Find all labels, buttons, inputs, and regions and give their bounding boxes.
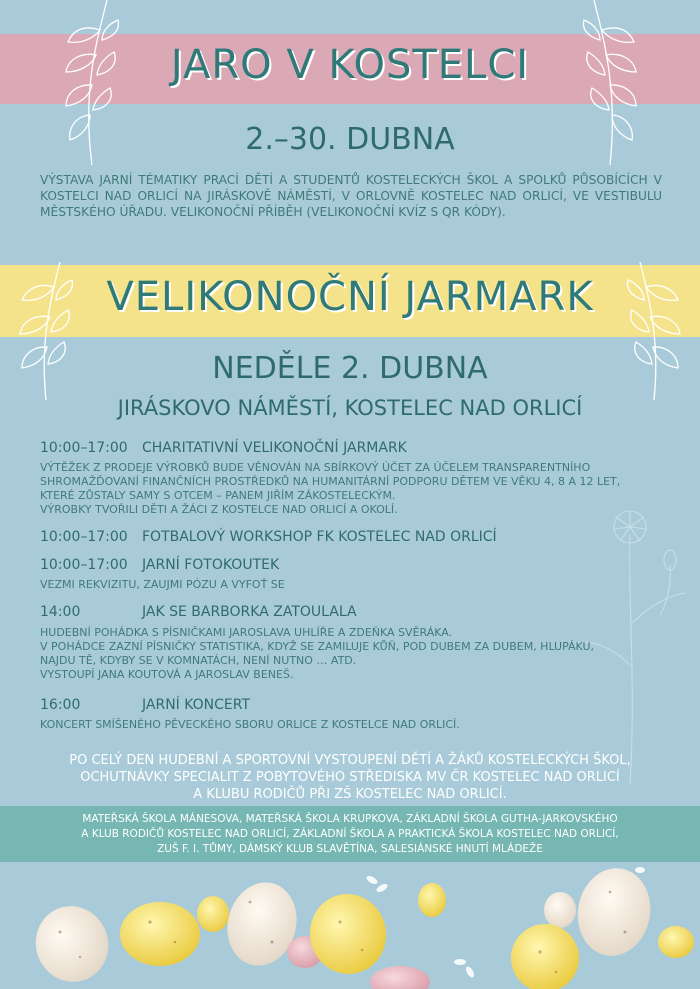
program-description — [40, 578, 665, 592]
easter-eggs-illustration — [0, 862, 700, 989]
egg-yellow-small — [197, 896, 229, 932]
egg-pink-bottom — [370, 966, 430, 989]
program-title: CHARITATIVNÍ VELIKONOČNÍ JARMARK — [142, 440, 407, 456]
program-title: JARNÍ KONCERT — [142, 697, 251, 713]
egg-cream-big-right — [571, 862, 657, 961]
program-item-head — [40, 529, 497, 545]
market-place: JIRÁSKOVO NÁMĚSTÍ, KOSTELEC NAD ORLICÍ — [117, 396, 583, 420]
program-line: SHROMAŽĎOVANÍ FINANČNÍCH PROSTŘEDKŮ NA HUMANITÁRNÍ PODPORU DĚTEM VE VĚKU 4, 8 A 12 LET, — [40, 475, 621, 488]
closing-note — [40, 752, 660, 803]
exhibition-date: 2.–30. DUBNA — [245, 122, 455, 157]
program-title: JAK SE BARBORKA ZATOULALA — [142, 604, 357, 620]
egg-cream-left — [25, 896, 119, 989]
program-item-head — [40, 697, 250, 713]
program-time: 10:00–17:00 — [40, 557, 128, 573]
egg-yellow-edge — [658, 926, 694, 958]
partners-line: ZUŠ F. I. TŮMY, DÁMSKÝ KLUB SLAVĚTÍNA, SALESIÁNSKÉ HNUTÍ MLÁDEŽE — [157, 843, 543, 855]
poster-title: JARO V KOSTELCI — [170, 42, 530, 88]
program-item-head — [40, 440, 407, 456]
program-title: FOTBALOVÝ WORKSHOP FK KOSTELEC NAD ORLICÍ — [142, 529, 497, 545]
program-line: VEZMI REKVIZITU, ZAUJMI PÓZU A VYFOŤ SE — [40, 578, 285, 591]
closing-line: PO CELÝ DEN HUDEBNÍ A SPORTOVNÍ VYSTOUPENÍ DĚTÍ A ŽÁKŮ KOSTELECKÝCH ŠKOL, — [69, 753, 631, 768]
program-line: VÝTĚŽEK Z PRODEJE VÝROBKŮ BUDE VĚNOVÁN NA SBÍRKOVÝ ÚČET ZA ÚČELEM TRANSPARENTNÍHO — [40, 461, 591, 474]
program-time: 16:00 — [40, 697, 81, 713]
egg-yellow-right — [511, 924, 579, 989]
program-time: 14:00 — [40, 604, 81, 620]
partners-line: MATEŘSKÁ ŠKOLA MÁNESOVA, MATEŘSKÁ ŠKOLA KRUPKOVA, ZÁKLADNÍ ŠKOLA GUTHA-JARKOVSKÉHO — [82, 813, 618, 825]
partners-line: A KLUB RODIČŮ KOSTELEC NAD ORLICÍ, ZÁKLADNÍ ŠKOLA A PRAKTICKÁ ŠKOLA KOSTELEC NAD ORLICÍ, — [81, 828, 619, 840]
egg-yellow-big — [120, 902, 200, 966]
program-item-head — [40, 557, 279, 573]
program-line: HUDEBNÍ POHÁDKA S PÍSNIČKAMI JAROSLAVA UHLÍŘE A ZDEŇKA SVĚRÁKA. — [40, 626, 453, 639]
egg-yellow-mid — [418, 883, 446, 917]
program-item-head — [40, 604, 357, 620]
egg-yellow-center — [304, 888, 393, 980]
egg-cream-right — [544, 892, 576, 928]
program-time: 10:00–17:00 — [40, 440, 128, 456]
exhibition-description: VÝSTAVA JARNÍ TÉMATIKY PRACÍ DĚTÍ A STUDENTŮ KOSTELECKÝCH ŠKOL A SPOLKŮ PŮSOBÍCÍCH V KOSTELCI NAD ORLICÍ NA JIRÁSKOVĚ NÁMĚSTÍ, V ORLOVNĚ KOSTELEC NAD ORLICÍ, VE VESTIBULU MĚSTSKÉHO ÚŘADU. VELIKONOČNÍ PŘÍBĚH (VELIKONOČNÍ KVÍZ S QR KÓDY). — [40, 173, 662, 219]
program-line: KONCERT SMÍŠENÉHO PĚVECKÉHO SBORU ORLICE Z KOSTELCE NAD ORLICÍ. — [40, 718, 460, 731]
program-line: NAJDU TĚ, KDYBY SE V KOMNATÁCH, NENÍ NUTNO … ATD. — [40, 654, 357, 667]
market-title: VELIKONOČNÍ JARMARK — [106, 274, 594, 320]
partners-list — [30, 812, 670, 857]
program-line: VÝROBKY TVOŘILI DĚTI A ŽÁCI Z KOSTELCE NAD ORLICÍ A OKOLÍ. — [40, 503, 398, 516]
program-line: V POHÁDCE ZAZNÍ PÍSNIČKY STATISTIKA, KDYŽ SE ZAMILUJE KŮŇ, POD DUBEM ZA DUBEM, HLUPÁKU, — [40, 640, 595, 653]
program-time: 10:00–17:00 — [40, 529, 128, 545]
program-title: JARNÍ FOTOKOUTEK — [142, 557, 280, 573]
closing-line: A KLUBU RODIČŮ PŘI ZŠ KOSTELEC NAD ORLICÍ. — [193, 787, 507, 802]
program-description — [40, 718, 665, 732]
program-description — [40, 461, 665, 517]
program-line: KTERÉ ZŮSTALY SAMY S OTCEM – PANEM JIŘÍM ZÁKOSTELECKÝM. — [40, 489, 396, 502]
program-line: VYSTOUPÍ JANA KOUTOVÁ A JAROSLAV BENEŠ. — [40, 668, 294, 681]
program-description — [40, 626, 665, 682]
closing-line: OCHUTNÁVKY SPECIALIT Z POBYTOVÉHO STŘEDISKA MV ČR KOSTELEC NAD ORLICÍ — [80, 770, 620, 785]
market-date: NEDĚLE 2. DUBNA — [212, 351, 488, 386]
